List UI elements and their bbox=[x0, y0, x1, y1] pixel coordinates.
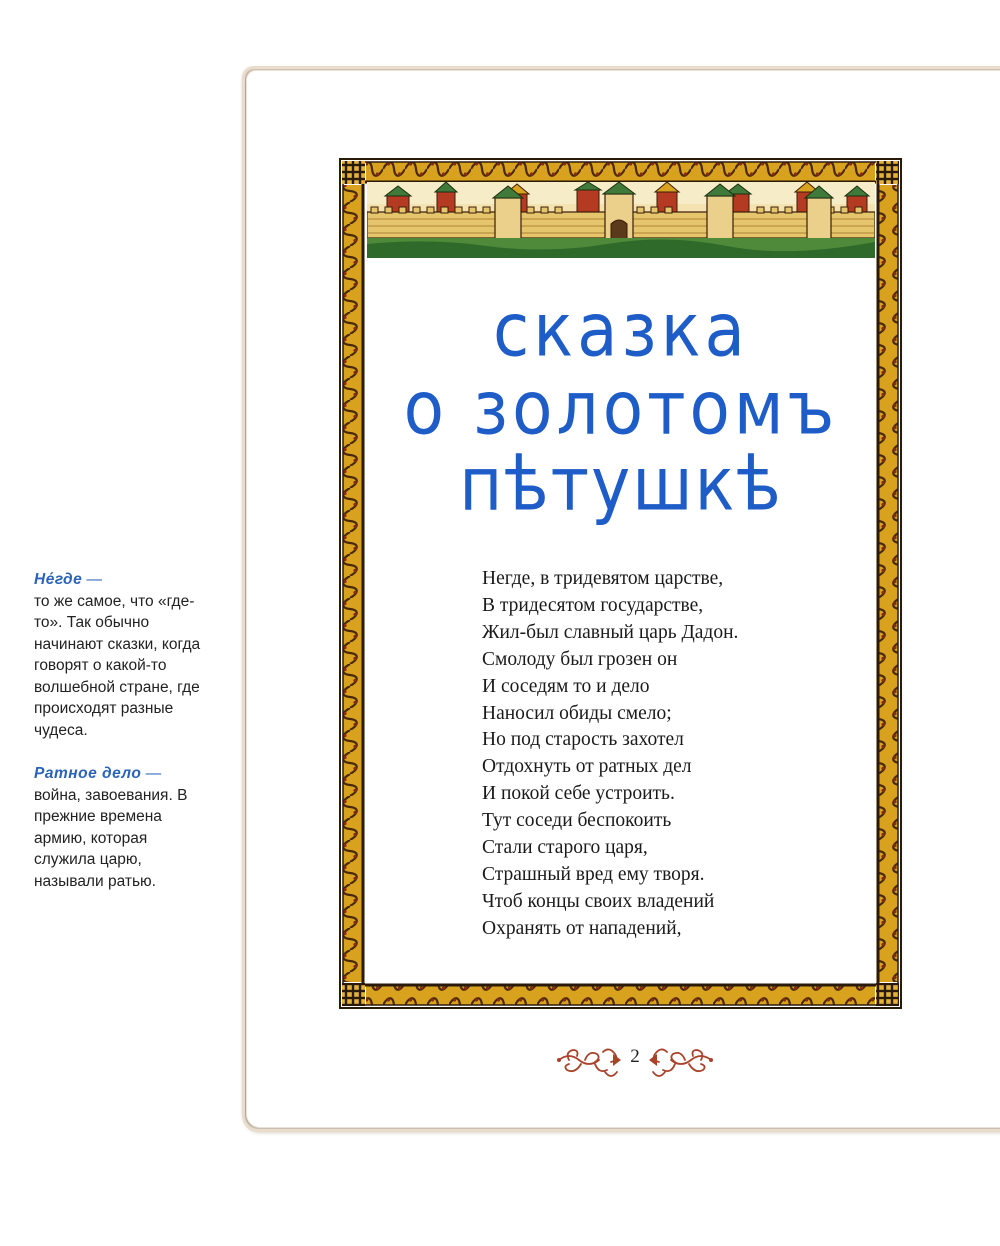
poem-line: Охранять от нападений, bbox=[482, 917, 682, 939]
poem-line: Но под старость захотел bbox=[482, 729, 684, 751]
glossary-dash: — bbox=[145, 765, 162, 782]
poem-line: И соседям то и дело bbox=[482, 675, 650, 697]
glossary-term: Ратное дело bbox=[34, 765, 142, 782]
kremlin-wall-icon bbox=[367, 182, 875, 258]
glossary-entry-ratnoe-delo bbox=[34, 763, 206, 892]
poem-text bbox=[482, 566, 738, 943]
poem-line: Страшный вред ему творя. bbox=[482, 863, 705, 885]
poem-line: В тридесятом государстве, bbox=[482, 594, 704, 616]
town-wall-illustration bbox=[367, 182, 875, 258]
title-line-2: о золотомъ bbox=[403, 365, 839, 452]
glossary-dash: — bbox=[86, 571, 103, 588]
glossary-term: Не́где bbox=[34, 571, 83, 588]
title-line-1: сказка bbox=[493, 287, 749, 374]
poem-line: Смолоду был грозен он bbox=[482, 648, 678, 670]
page-number: 2 bbox=[630, 1046, 640, 1067]
poem-line: Наносил обиды смело; bbox=[482, 702, 672, 724]
poem-line: Тут соседи беспокоить bbox=[482, 810, 672, 832]
margin-glossary bbox=[34, 569, 206, 914]
poem-line: Стали старого царя, bbox=[482, 837, 648, 859]
glossary-entry-negde bbox=[34, 569, 206, 741]
poem-line: Отдохнуть от ратных дел bbox=[482, 756, 692, 778]
poem-line: Жил-был славный царь Дадон. bbox=[482, 621, 739, 643]
poem-line: И покой себе устроить. bbox=[482, 783, 675, 805]
poem-line: Чтоб концы своих владений bbox=[482, 890, 715, 912]
title-line-3: пѣтушкѣ bbox=[459, 441, 783, 528]
glossary-definition: война, завоевания. В прежние времена армию, которая служила царю, называли ратью. bbox=[34, 786, 188, 890]
glossary-definition: то же самое, что «где-то». Так обычно начинают сказки, когда говорят о какой-то волшебной стране, где происходят разные чудеса. bbox=[34, 592, 201, 739]
poem-line: Негде, в тридевятом царстве, bbox=[482, 568, 724, 589]
